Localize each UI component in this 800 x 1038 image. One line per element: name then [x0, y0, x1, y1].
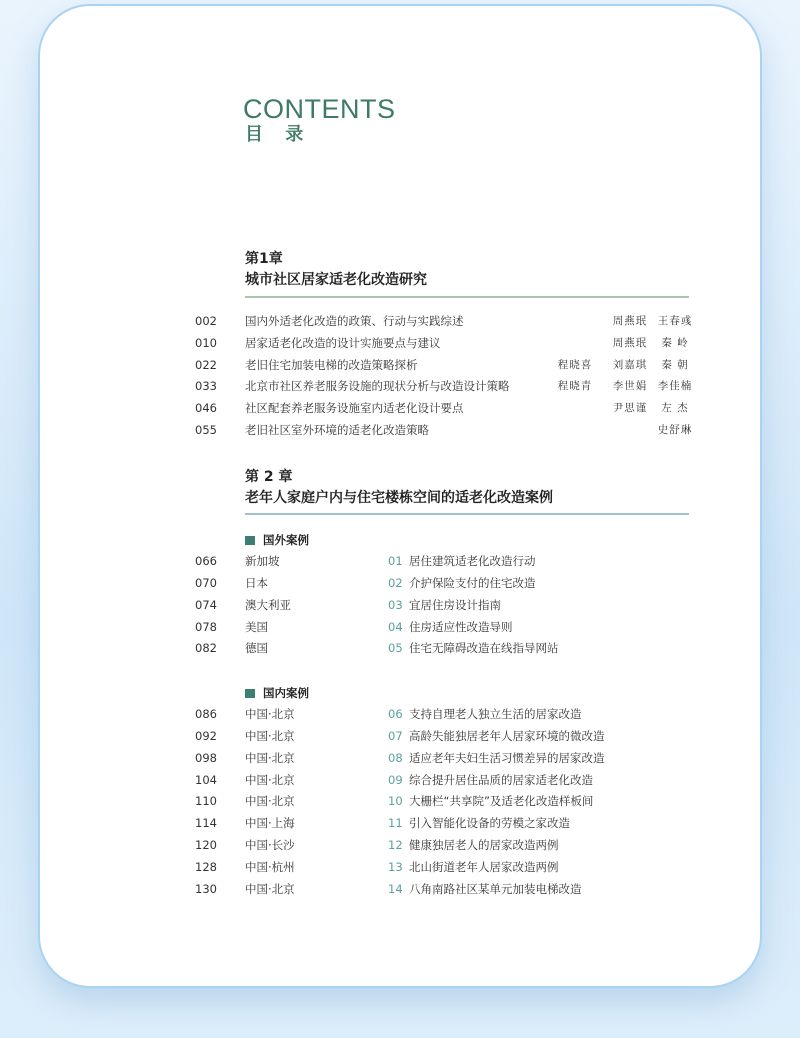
contents-heading: CONTENTS: [243, 94, 396, 124]
case-number: 05: [388, 641, 403, 656]
page-number: 114: [195, 816, 217, 831]
case-title: 高龄失能独居老年人居家环境的微改造: [409, 728, 605, 743]
chapter1-number: 第1章: [245, 251, 283, 267]
case-place: 中国·杭州: [245, 859, 295, 874]
case-entry[interactable]: [0, 726, 800, 746]
entry-author: 李佳楠: [657, 380, 693, 393]
foreign-cases-heading: [245, 531, 309, 549]
case-number: 14: [388, 881, 403, 896]
case-number: 03: [388, 597, 403, 612]
case-entry[interactable]: [0, 573, 800, 593]
case-number: 09: [388, 772, 403, 787]
case-entry[interactable]: [0, 791, 800, 811]
case-number: 08: [388, 750, 403, 765]
page-number: 104: [195, 772, 217, 787]
entry-author: 王春彧: [657, 315, 693, 327]
domestic-cases-label: 国内案例: [263, 686, 309, 700]
entry-author: 左 杰: [661, 402, 689, 415]
entry-author: 程晓喜: [557, 358, 593, 371]
chapter2-rule: [245, 513, 689, 515]
case-place: 中国·北京: [245, 750, 295, 765]
mulu-heading: 目 录: [245, 124, 312, 145]
toc-entry[interactable]: [0, 311, 800, 331]
page-number: 055: [195, 423, 217, 437]
page-number: 082: [195, 641, 217, 656]
case-place: 中国·上海: [245, 816, 295, 831]
toc-entry[interactable]: [0, 398, 800, 418]
page-number: 098: [195, 750, 217, 765]
page-number: 033: [195, 379, 217, 394]
case-entry[interactable]: [0, 748, 800, 768]
entry-author: 程晓青: [557, 380, 593, 393]
case-number: 02: [388, 575, 403, 590]
page-number: 078: [195, 619, 217, 634]
entry-author: 刘嘉琪: [612, 358, 648, 371]
case-number: 01: [388, 554, 403, 568]
chapter2-title: 老年人家庭户内与住宅楼栋空间的适老化改造案例: [245, 490, 553, 506]
case-place: 日本: [245, 575, 268, 590]
domestic-cases-heading: [245, 684, 309, 702]
entry-title: 社区配套养老服务设施室内适老化设计要点: [245, 401, 464, 416]
case-number: 13: [388, 859, 403, 874]
page-number: 046: [195, 401, 217, 416]
case-number: 06: [388, 707, 403, 721]
page-number: 002: [195, 314, 217, 328]
square-bullet-icon: [245, 536, 255, 545]
case-title: 适应老年夫妇生活习惯差异的居家改造: [409, 750, 605, 765]
entry-author: 李世娟: [612, 380, 648, 393]
case-entry[interactable]: [0, 879, 800, 899]
entry-title: 老旧住宅加装电梯的改造策略探析: [245, 357, 418, 372]
page-number: 092: [195, 728, 217, 743]
case-place: 德国: [245, 641, 268, 656]
case-place: 新加坡: [245, 554, 280, 568]
chapter2-number: 第 2 章: [245, 469, 293, 485]
case-number: 07: [388, 728, 403, 743]
page-number: 128: [195, 859, 217, 874]
case-title: 住房适应性改造导则: [409, 619, 513, 634]
entry-author: 秦 岭: [661, 336, 689, 349]
case-entry[interactable]: [0, 813, 800, 833]
case-entry[interactable]: [0, 595, 800, 615]
entry-author: 周燕珉: [612, 315, 648, 327]
square-bullet-icon: [245, 689, 255, 698]
case-place: 美国: [245, 619, 268, 634]
case-title: 健康独居老人的居家改造两例: [409, 838, 559, 853]
case-title: 宜居住房设计指南: [409, 597, 501, 612]
case-title: 住宅无障碍改造在线指导网站: [409, 641, 559, 656]
case-title: 居住建筑适老化改造行动: [409, 554, 536, 568]
case-entry[interactable]: [0, 638, 800, 658]
chapter1-title: 城市社区居家适老化改造研究: [245, 272, 427, 288]
case-title: 引入智能化设备的劳模之家改造: [409, 816, 570, 831]
case-entry[interactable]: [0, 551, 800, 571]
toc-entry[interactable]: [0, 420, 800, 440]
case-title: 北山街道老年人居家改造两例: [409, 859, 559, 874]
entry-title: 国内外适老化改造的政策、行动与实践综述: [245, 314, 464, 328]
case-title: 综合提升居住品质的居家适老化改造: [409, 772, 593, 787]
foreign-cases-label: 国外案例: [263, 533, 309, 547]
case-title: 支持自理老人独立生活的居家改造: [409, 707, 582, 721]
case-entry[interactable]: [0, 617, 800, 637]
entry-author: 尹思谨: [612, 402, 648, 415]
chapter1-rule: [245, 296, 689, 298]
case-place: 中国·北京: [245, 794, 295, 809]
toc-entry[interactable]: [0, 333, 800, 353]
case-number: 11: [388, 816, 403, 831]
toc-entry[interactable]: [0, 355, 800, 375]
page-number: 070: [195, 575, 217, 590]
case-title: 大栅栏“共享院”及适老化改造样板间: [409, 794, 594, 809]
case-place: 中国·北京: [245, 772, 295, 787]
page-number: 010: [195, 335, 217, 350]
page-number: 022: [195, 357, 217, 372]
case-place: 澳大利亚: [245, 597, 291, 612]
page-number: 110: [195, 794, 217, 809]
page-number: 074: [195, 597, 217, 612]
case-entry[interactable]: [0, 857, 800, 877]
case-entry[interactable]: [0, 835, 800, 855]
case-place: 中国·北京: [245, 728, 295, 743]
case-number: 12: [388, 838, 403, 853]
entry-title: 老旧社区室外环境的适老化改造策略: [245, 423, 429, 437]
page-number: 066: [195, 554, 217, 568]
case-place: 中国·北京: [245, 707, 295, 721]
entry-author: 周燕珉: [612, 336, 648, 349]
entry-title: 居家适老化改造的设计实施要点与建议: [245, 335, 441, 350]
entry-author: 秦 朝: [661, 358, 689, 371]
case-place: 中国·北京: [245, 881, 295, 896]
page-number: 086: [195, 707, 217, 721]
page-number: 130: [195, 881, 217, 896]
entry-title: 北京市社区养老服务设施的现状分析与改造设计策略: [245, 379, 510, 394]
case-entry[interactable]: [0, 704, 800, 724]
case-title: 八角南路社区某单元加装电梯改造: [409, 881, 582, 896]
case-number: 04: [388, 619, 403, 634]
case-number: 10: [388, 794, 403, 809]
entry-author: 史舒琳: [657, 424, 693, 436]
case-title: 介护保险支付的住宅改造: [409, 575, 536, 590]
toc-entry[interactable]: [0, 376, 800, 396]
case-entry[interactable]: [0, 770, 800, 790]
case-place: 中国·长沙: [245, 838, 295, 853]
page-number: 120: [195, 838, 217, 853]
